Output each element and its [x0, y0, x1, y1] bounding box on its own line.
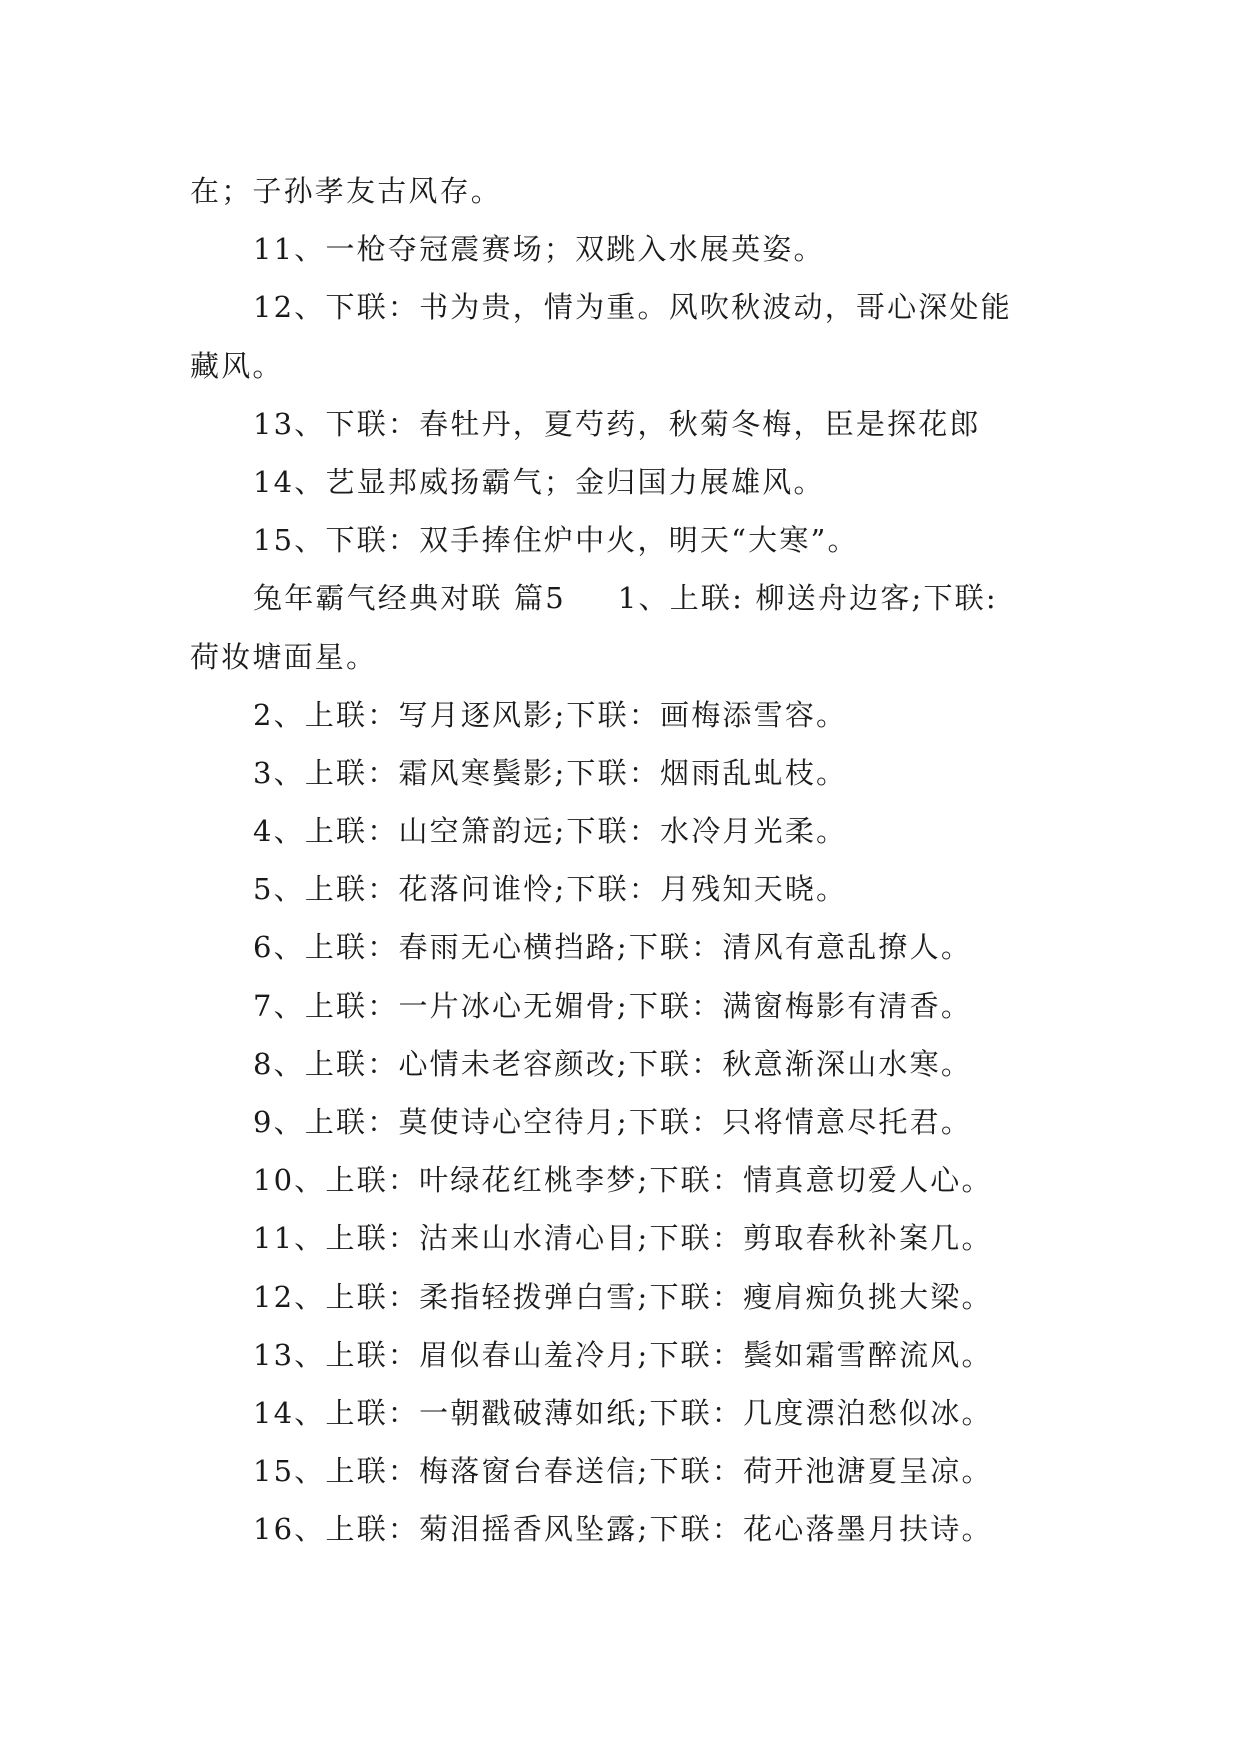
document-body [190, 162, 1050, 1559]
couplet-item: 8、上联：心情未老容颜改;下联：秋意渐深山水寒。 [253, 1046, 973, 1081]
couplet-item: 10、上联：叶绿花红桃李梦;下联：情真意切爱人心。 [253, 1163, 993, 1198]
couplet-item: 13、上联：眉似春山羞冷月;下联：鬓如霜雪醉流风。 [253, 1337, 993, 1372]
text-line: 荷妆塘面星。 [190, 639, 378, 674]
text-line: 在；子孙孝友古风存。 [190, 174, 503, 208]
couplet-item: 5、上联：花落问谁怜;下联：月残知天晓。 [253, 872, 848, 907]
couplet-item: 16、上联：菊泪摇香风坠露;下联：花心落墨月扶诗。 [253, 1512, 993, 1547]
text-line: 藏风。 [190, 348, 284, 383]
couplet-item: 11、上联：沽来山水清心目;下联：剪取春秋补案几。 [253, 1221, 993, 1256]
couplet-item: 6、上联：春雨无心横挡路;下联：清风有意乱撩人。 [253, 930, 973, 965]
text-line: 12、下联：书为贵，情为重。风吹秋波动，哥心深处能 [253, 290, 1012, 325]
couplet-item: 12、上联：柔指轻拨弹白雪;下联：瘦肩痴负挑大梁。 [253, 1279, 993, 1314]
section-heading: 兔年霸气经典对联 篇5 [253, 581, 566, 616]
couplet-item: 3、上联：霜风寒鬓影;下联：烟雨乱虬枝。 [253, 755, 848, 790]
couplet-item: 4、上联：山空箫韵远;下联：水冷月光柔。 [253, 814, 848, 849]
couplet-item: 2、上联：写月逐风影;下联：画梅添雪容。 [253, 697, 848, 732]
couplet-item: 14、上联：一朝戳破薄如纸;下联：几度漂泊愁似冰。 [253, 1395, 993, 1430]
first-couplet-part-a: 1、上联: 柳送舟边客;下联: [617, 581, 998, 616]
couplet-item: 9、上联：莫使诗心空待月;下联：只将情意尽托君。 [253, 1105, 973, 1139]
text-line: 13、下联：春牡丹，夏芍药，秋菊冬梅，臣是探花郎 [253, 406, 981, 441]
couplet-item: 7、上联：一片冰心无媚骨;下联：满窗梅影有清香。 [253, 988, 973, 1023]
couplet-item: 15、上联：梅落窗台春送信;下联：荷开池溏夏呈凉。 [253, 1454, 993, 1489]
text-line: 15、下联：双手捧住炉中火，明天“大寒”。 [253, 523, 859, 558]
text-line: 14、艺显邦威扬霸气；金归国力展雄风。 [253, 464, 825, 499]
text-line: 11、一枪夺冠震赛场；双跳入水展英姿。 [253, 232, 825, 267]
section-heading-line [190, 569, 1050, 627]
